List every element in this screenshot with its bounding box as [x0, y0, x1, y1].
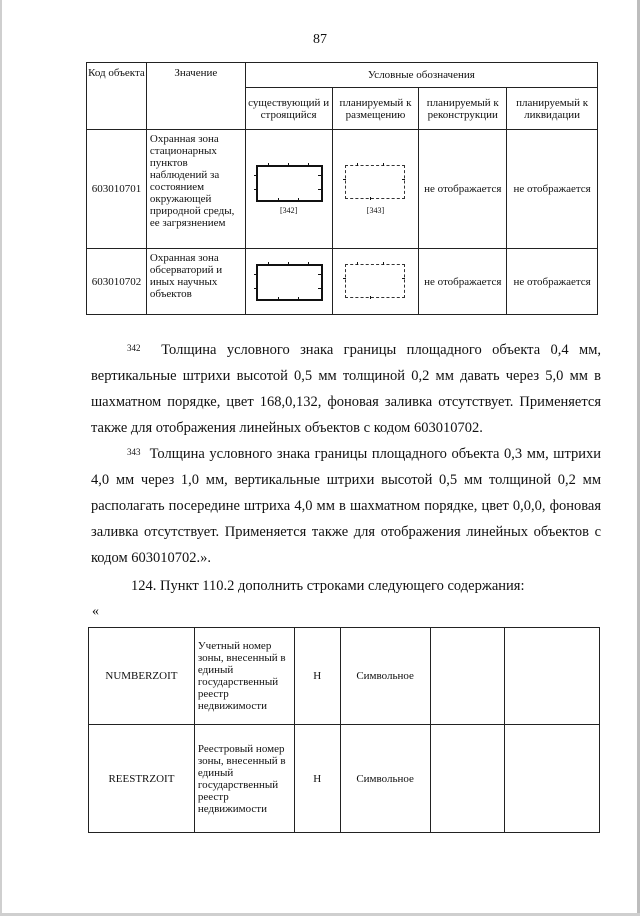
table-row — [89, 628, 600, 725]
row-name: Охранная зона обсерваторий и иных научных объектов — [146, 249, 245, 315]
row-code: 603010701 — [87, 130, 147, 249]
footnote-text: Толщина условного знака границы площадного объекта 0,4 мм, вертикальные штрихи высотой 0,5 мм толщиной 0,2 мм давать через 5,0 мм в шахматном порядке, цвет 168,0,132, фоновая заливка отсутствует. Применяется также для отображения линейных объектов с кодом 603010702. — [91, 342, 601, 436]
reconstruction-value: не отображается — [419, 249, 507, 315]
reconstruction-value: не отображается — [419, 130, 507, 249]
footnote-ref-342: [342] — [279, 206, 298, 215]
boundary-solid-symbol — [254, 262, 324, 302]
liquidation-value: не отображается — [507, 130, 598, 249]
footnote-mark: 343 — [127, 447, 141, 457]
symbol-existing-cell — [245, 130, 332, 249]
header-meaning: Значение — [146, 63, 245, 130]
attribute-type: Символьное — [340, 628, 430, 725]
symbol-existing-cell — [245, 249, 332, 315]
header-legend: Условные обозначения — [245, 63, 597, 88]
boundary-dashed-symbol — [343, 262, 407, 302]
attribute-col6 — [505, 725, 600, 833]
attribute-flag: Н — [294, 725, 340, 833]
item-124: 124. Пункт 110.2 дополнить строками следующего содержания: — [131, 578, 525, 594]
header-code: Код объекта — [87, 63, 147, 130]
footnote-343 — [91, 441, 601, 571]
table-row — [89, 725, 600, 833]
table-row — [87, 130, 598, 249]
boundary-solid-symbol — [254, 163, 324, 203]
liquidation-value: не отображается — [507, 249, 598, 315]
attribute-col5 — [430, 725, 505, 833]
header-planned-placement: планируемый к размещению — [332, 88, 419, 130]
attribute-name: NUMBERZOIT — [89, 628, 195, 725]
symbol-planned-cell — [332, 249, 419, 315]
footnote-mark: 342 — [127, 343, 141, 353]
row-code: 603010702 — [87, 249, 147, 315]
footnote-342 — [91, 337, 601, 441]
attribute-flag: Н — [294, 628, 340, 725]
header-planned-liquidation: планируемый к ликвидации — [507, 88, 598, 130]
boundary-dashed-symbol — [343, 163, 407, 203]
row-name: Охранная зона стационарных пунктов наблюдений за состоянием окружающей природной среды, ее загрязнением — [146, 130, 245, 249]
page-number: 87 — [313, 32, 327, 47]
footnote-text: Толщина условного знака границы площадного объекта 0,3 мм, штрихи 4,0 мм через 1,0 мм, вертикальные штрихи высотой 0,5 мм толщиной 0,2 мм располагать посередине штриха 4,0 мм в шахматном порядке, цвет 0,0,0, фоновая заливка отсутствует. Применяется также для отображения линейных объектов с кодом 603010702.». — [91, 446, 602, 566]
symbol-planned-cell — [332, 130, 419, 249]
table-row — [87, 249, 598, 315]
open-quote: « — [92, 604, 99, 619]
legend-table — [86, 62, 598, 315]
attribute-type: Символьное — [340, 725, 430, 833]
footnote-ref-343: [343] — [366, 206, 385, 215]
attribute-name: REESTRZOIT — [89, 725, 195, 833]
attribute-col5 — [430, 628, 505, 725]
header-planned-reconstruction: планируемый к реконструкции — [419, 88, 507, 130]
attribute-col6 — [505, 628, 600, 725]
attribute-description: Реестровый номер зоны, внесенный в единый государственный реестр недвижимости — [194, 725, 294, 833]
scan-edge-left — [0, 0, 2, 916]
header-existing: существующий и строящийся — [245, 88, 332, 130]
attribute-table — [88, 627, 600, 833]
attribute-description: Учетный номер зоны, внесенный в единый государственный реестр недвижимости — [194, 628, 294, 725]
